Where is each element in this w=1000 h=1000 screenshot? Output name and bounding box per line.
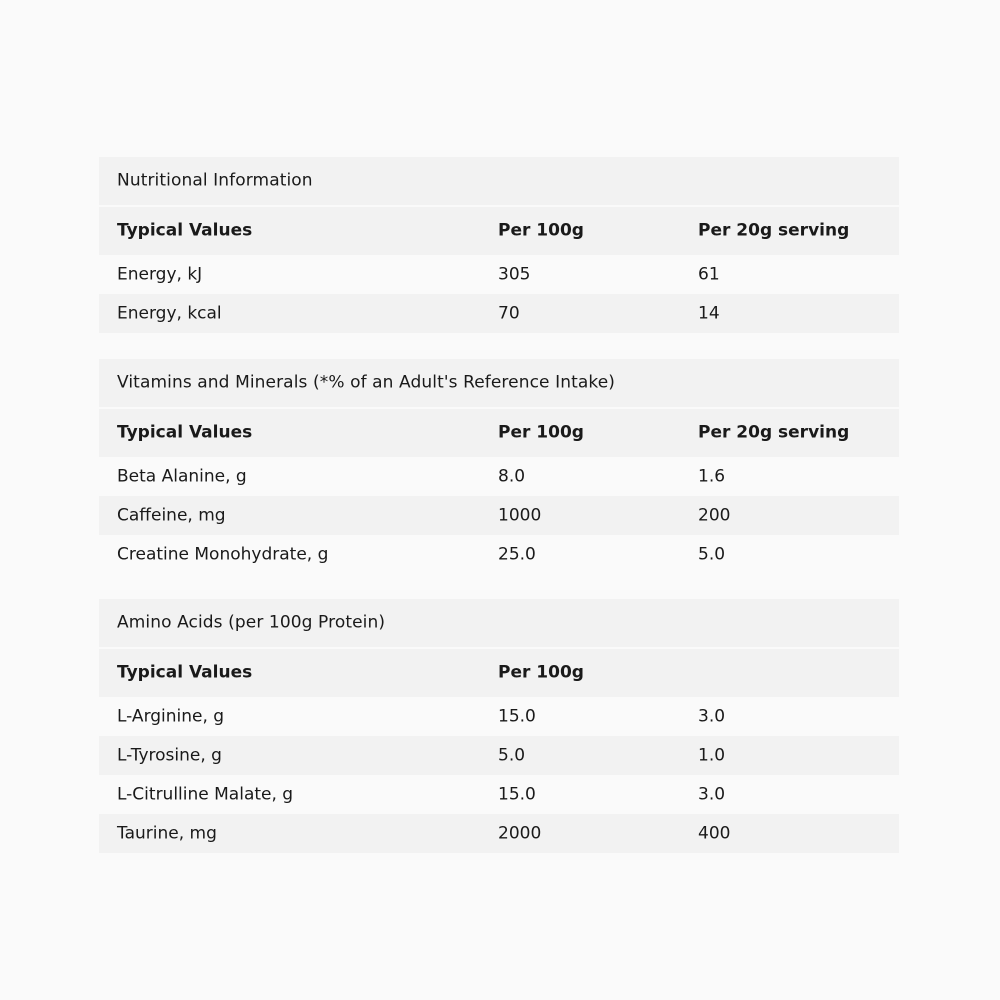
table-row xyxy=(99,697,899,736)
row-label: Creatine Monohydrate, g xyxy=(117,544,329,564)
row-value-per-serving: 400 xyxy=(698,823,731,843)
column-header-typical-values: Typical Values xyxy=(117,220,253,241)
row-value-per-serving: 200 xyxy=(698,505,731,525)
table-header-row xyxy=(99,409,899,457)
table-title: Vitamins and Minerals (*% of an Adult's Reference Intake) xyxy=(117,372,615,393)
column-header-per-100g: Per 100g xyxy=(498,662,584,683)
row-label: Caffeine, mg xyxy=(117,505,226,525)
row-value-per-100g: 15.0 xyxy=(498,784,536,804)
row-value-per-100g: 305 xyxy=(498,264,531,284)
row-value-per-serving: 3.0 xyxy=(698,784,726,804)
table-row xyxy=(99,294,899,333)
row-value-per-serving: 61 xyxy=(698,264,720,284)
row-label: L-Tyrosine, g xyxy=(117,745,222,765)
row-value-per-serving: 5.0 xyxy=(698,544,726,564)
column-header-per-100g: Per 100g xyxy=(498,220,584,241)
table-row xyxy=(99,457,899,496)
column-header-per-serving: Per 20g serving xyxy=(698,220,850,241)
row-value-per-100g: 70 xyxy=(498,303,520,323)
table-title: Amino Acids (per 100g Protein) xyxy=(117,612,386,633)
table-row xyxy=(99,775,899,814)
vitamins-minerals-table xyxy=(99,359,899,574)
column-header-typical-values: Typical Values xyxy=(117,662,253,683)
row-value-per-100g: 25.0 xyxy=(498,544,536,564)
row-value-per-serving: 14 xyxy=(698,303,720,323)
column-header-typical-values: Typical Values xyxy=(117,422,253,443)
table-title-row xyxy=(99,157,899,205)
column-header-per-serving: Per 20g serving xyxy=(698,422,850,443)
row-label: Beta Alanine, g xyxy=(117,466,247,486)
row-value-per-100g: 5.0 xyxy=(498,745,526,765)
table-title-row xyxy=(99,359,899,407)
table-row xyxy=(99,736,899,775)
row-label: L-Arginine, g xyxy=(117,706,225,726)
row-label: Taurine, mg xyxy=(117,823,217,843)
row-value-per-serving: 1.0 xyxy=(698,745,726,765)
table-row xyxy=(99,814,899,853)
table-title-row xyxy=(99,599,899,647)
row-label: Energy, kJ xyxy=(117,264,203,284)
row-value-per-100g: 15.0 xyxy=(498,706,536,726)
table-header-row xyxy=(99,207,899,255)
table-row xyxy=(99,535,899,574)
table-row xyxy=(99,496,899,535)
table-header-row xyxy=(99,649,899,697)
table-title: Nutritional Information xyxy=(117,170,313,191)
row-value-per-serving: 3.0 xyxy=(698,706,726,726)
column-header-per-100g: Per 100g xyxy=(498,422,584,443)
row-value-per-100g: 8.0 xyxy=(498,466,526,486)
row-label: L-Citrulline Malate, g xyxy=(117,784,294,804)
table-row xyxy=(99,255,899,294)
row-value-per-100g: 2000 xyxy=(498,823,542,843)
row-value-per-100g: 1000 xyxy=(498,505,542,525)
amino-acids-table xyxy=(99,599,899,853)
row-value-per-serving: 1.6 xyxy=(698,466,726,486)
nutritional-information-table xyxy=(99,157,899,333)
row-label: Energy, kcal xyxy=(117,303,222,323)
